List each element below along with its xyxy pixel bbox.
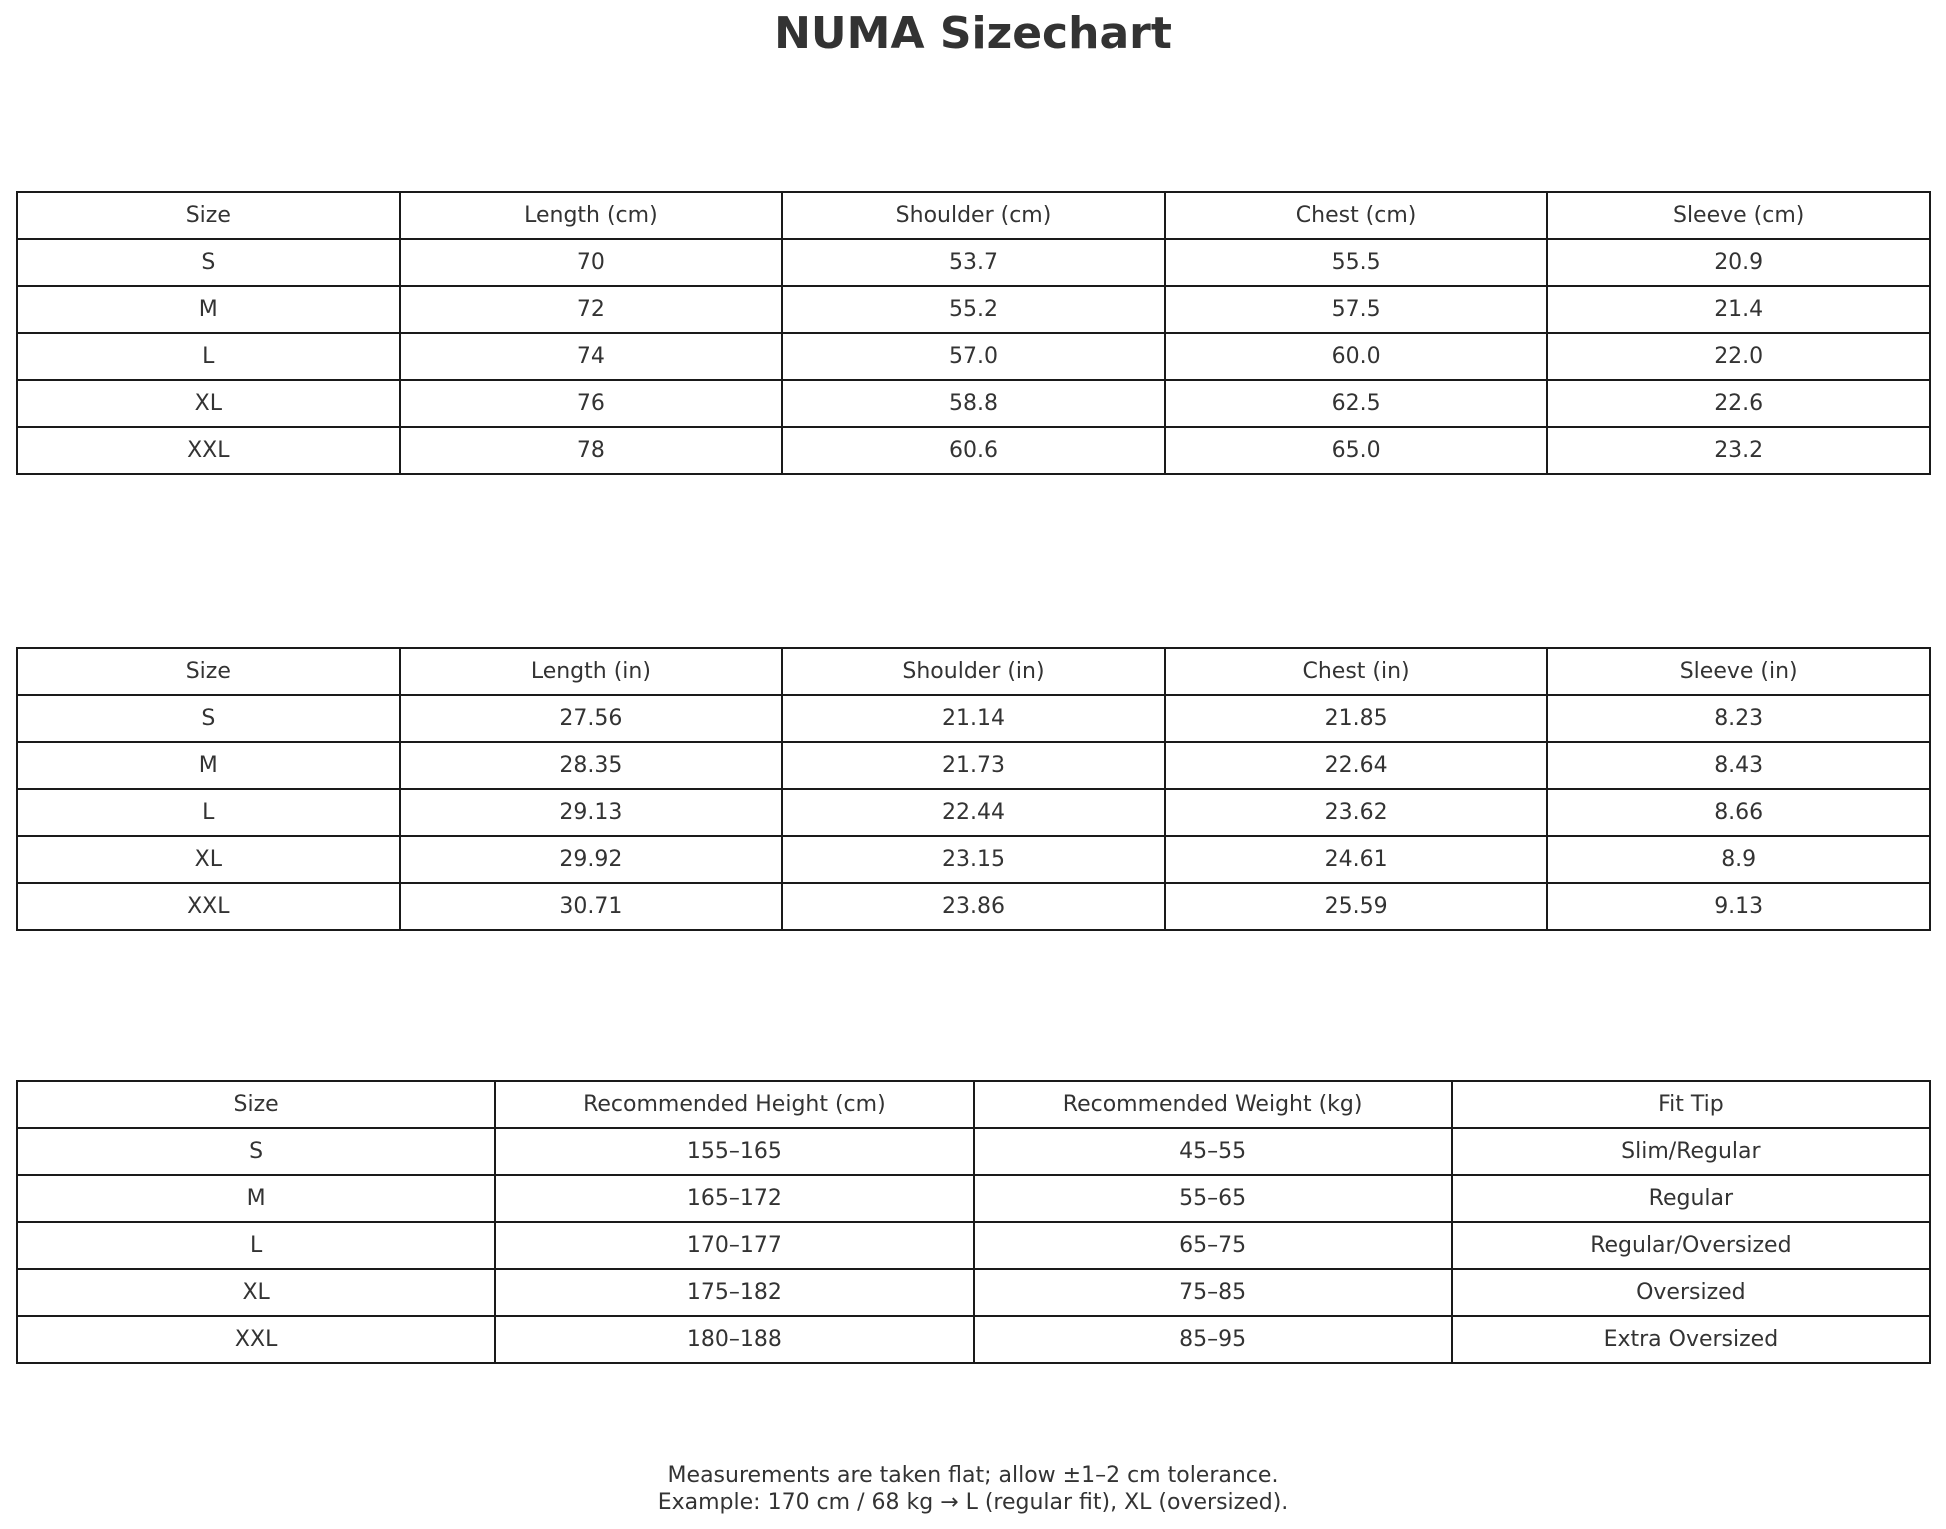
table-row bbox=[17, 695, 1930, 742]
table-cell: 22.6 bbox=[1547, 380, 1930, 427]
table-cell: 21.73 bbox=[782, 742, 1165, 789]
column-header: Shoulder (in) bbox=[782, 648, 1165, 695]
table-cell: 22.44 bbox=[782, 789, 1165, 836]
table-row bbox=[17, 883, 1930, 930]
column-header: Chest (cm) bbox=[1165, 192, 1548, 239]
table-cell: Regular bbox=[1452, 1175, 1930, 1222]
table-header-row bbox=[17, 648, 1930, 695]
table-cell: 58.8 bbox=[782, 380, 1165, 427]
size-cell: S bbox=[17, 239, 400, 286]
table-cell: 45–55 bbox=[974, 1128, 1452, 1175]
column-header: Sleeve (cm) bbox=[1547, 192, 1930, 239]
table-row bbox=[17, 789, 1930, 836]
table-cell: 70 bbox=[400, 239, 783, 286]
size-cell: XXL bbox=[17, 883, 400, 930]
table-cell: 8.66 bbox=[1547, 789, 1930, 836]
table-header-row bbox=[17, 1081, 1930, 1128]
column-header: Recommended Weight (kg) bbox=[974, 1081, 1452, 1128]
table-cell: 8.23 bbox=[1547, 695, 1930, 742]
table-cell: 62.5 bbox=[1165, 380, 1548, 427]
table-cell: 22.64 bbox=[1165, 742, 1548, 789]
size-cell: M bbox=[17, 286, 400, 333]
size-cell: L bbox=[17, 333, 400, 380]
column-header: Length (in) bbox=[400, 648, 783, 695]
table-cell: 72 bbox=[400, 286, 783, 333]
table-cell: 27.56 bbox=[400, 695, 783, 742]
size-cell: S bbox=[17, 1128, 495, 1175]
table-cell: Extra Oversized bbox=[1452, 1316, 1930, 1363]
size-cell: XXL bbox=[17, 427, 400, 474]
table-cell: 28.35 bbox=[400, 742, 783, 789]
table-row bbox=[17, 1316, 1930, 1363]
table-cell: Oversized bbox=[1452, 1269, 1930, 1316]
column-header: Sleeve (in) bbox=[1547, 648, 1930, 695]
table-cell: 165–172 bbox=[495, 1175, 973, 1222]
size-cell: XL bbox=[17, 380, 400, 427]
table-row bbox=[17, 742, 1930, 789]
table-cell: 180–188 bbox=[495, 1316, 973, 1363]
table-cell: 55.2 bbox=[782, 286, 1165, 333]
table-cell: 175–182 bbox=[495, 1269, 973, 1316]
table-cell: 155–165 bbox=[495, 1128, 973, 1175]
footer-note-tolerance: Measurements are taken flat; allow ±1–2 cm tolerance. bbox=[667, 1463, 1279, 1488]
table-row bbox=[17, 380, 1930, 427]
table-cell: 75–85 bbox=[974, 1269, 1452, 1316]
table-cell: 25.59 bbox=[1165, 883, 1548, 930]
table-cell: 23.86 bbox=[782, 883, 1165, 930]
page-title: NUMA Sizechart bbox=[774, 8, 1172, 59]
table-cell: 8.43 bbox=[1547, 742, 1930, 789]
column-header: Recommended Height (cm) bbox=[495, 1081, 973, 1128]
table-cell: 85–95 bbox=[974, 1316, 1452, 1363]
table-cell: 23.2 bbox=[1547, 427, 1930, 474]
table-cell: 23.15 bbox=[782, 836, 1165, 883]
table-row bbox=[17, 333, 1930, 380]
column-header: Fit Tip bbox=[1452, 1081, 1930, 1128]
size-cell: L bbox=[17, 1222, 495, 1269]
size-cell: M bbox=[17, 742, 400, 789]
footer-notes bbox=[0, 1462, 1946, 1516]
size-cell: XL bbox=[17, 836, 400, 883]
table-cell: 24.61 bbox=[1165, 836, 1548, 883]
footer-note-example: Example: 170 cm / 68 kg → L (regular fit), XL (oversized). bbox=[657, 1490, 1289, 1515]
table-row bbox=[17, 239, 1930, 286]
table-cell: 65.0 bbox=[1165, 427, 1548, 474]
table-cell: Slim/Regular bbox=[1452, 1128, 1930, 1175]
table-cell: 76 bbox=[400, 380, 783, 427]
table-cell: 57.5 bbox=[1165, 286, 1548, 333]
table-cell: 60.6 bbox=[782, 427, 1165, 474]
table-cell: 57.0 bbox=[782, 333, 1165, 380]
table-cell: 53.7 bbox=[782, 239, 1165, 286]
cm-size-table bbox=[16, 191, 1931, 475]
table-cell: 30.71 bbox=[400, 883, 783, 930]
size-cell: L bbox=[17, 789, 400, 836]
table-cell: 21.85 bbox=[1165, 695, 1548, 742]
size-cell: S bbox=[17, 695, 400, 742]
column-header: Chest (in) bbox=[1165, 648, 1548, 695]
table-cell: 21.4 bbox=[1547, 286, 1930, 333]
table-row bbox=[17, 1222, 1930, 1269]
fit-recommendation-table bbox=[16, 1080, 1931, 1364]
column-header: Length (cm) bbox=[400, 192, 783, 239]
table-row bbox=[17, 836, 1930, 883]
table-cell: 60.0 bbox=[1165, 333, 1548, 380]
table-row bbox=[17, 1128, 1930, 1175]
table-cell: 21.14 bbox=[782, 695, 1165, 742]
table-cell: 20.9 bbox=[1547, 239, 1930, 286]
table-cell: 170–177 bbox=[495, 1222, 973, 1269]
table-cell: 55.5 bbox=[1165, 239, 1548, 286]
table-cell: 65–75 bbox=[974, 1222, 1452, 1269]
table-cell: 9.13 bbox=[1547, 883, 1930, 930]
table-row bbox=[17, 1175, 1930, 1222]
table-cell: 8.9 bbox=[1547, 836, 1930, 883]
column-header: Size bbox=[17, 192, 400, 239]
table-row bbox=[17, 286, 1930, 333]
table-cell: 29.92 bbox=[400, 836, 783, 883]
table-cell: 74 bbox=[400, 333, 783, 380]
column-header: Shoulder (cm) bbox=[782, 192, 1165, 239]
table-cell: 78 bbox=[400, 427, 783, 474]
column-header: Size bbox=[17, 1081, 495, 1128]
size-cell: XXL bbox=[17, 1316, 495, 1363]
size-cell: M bbox=[17, 1175, 495, 1222]
table-cell: Regular/Oversized bbox=[1452, 1222, 1930, 1269]
table-row bbox=[17, 427, 1930, 474]
table-cell: 29.13 bbox=[400, 789, 783, 836]
column-header: Size bbox=[17, 648, 400, 695]
table-cell: 55–65 bbox=[974, 1175, 1452, 1222]
table-header-row bbox=[17, 192, 1930, 239]
size-cell: XL bbox=[17, 1269, 495, 1316]
table-cell: 22.0 bbox=[1547, 333, 1930, 380]
table-cell: 23.62 bbox=[1165, 789, 1548, 836]
inch-size-table bbox=[16, 647, 1931, 931]
table-row bbox=[17, 1269, 1930, 1316]
